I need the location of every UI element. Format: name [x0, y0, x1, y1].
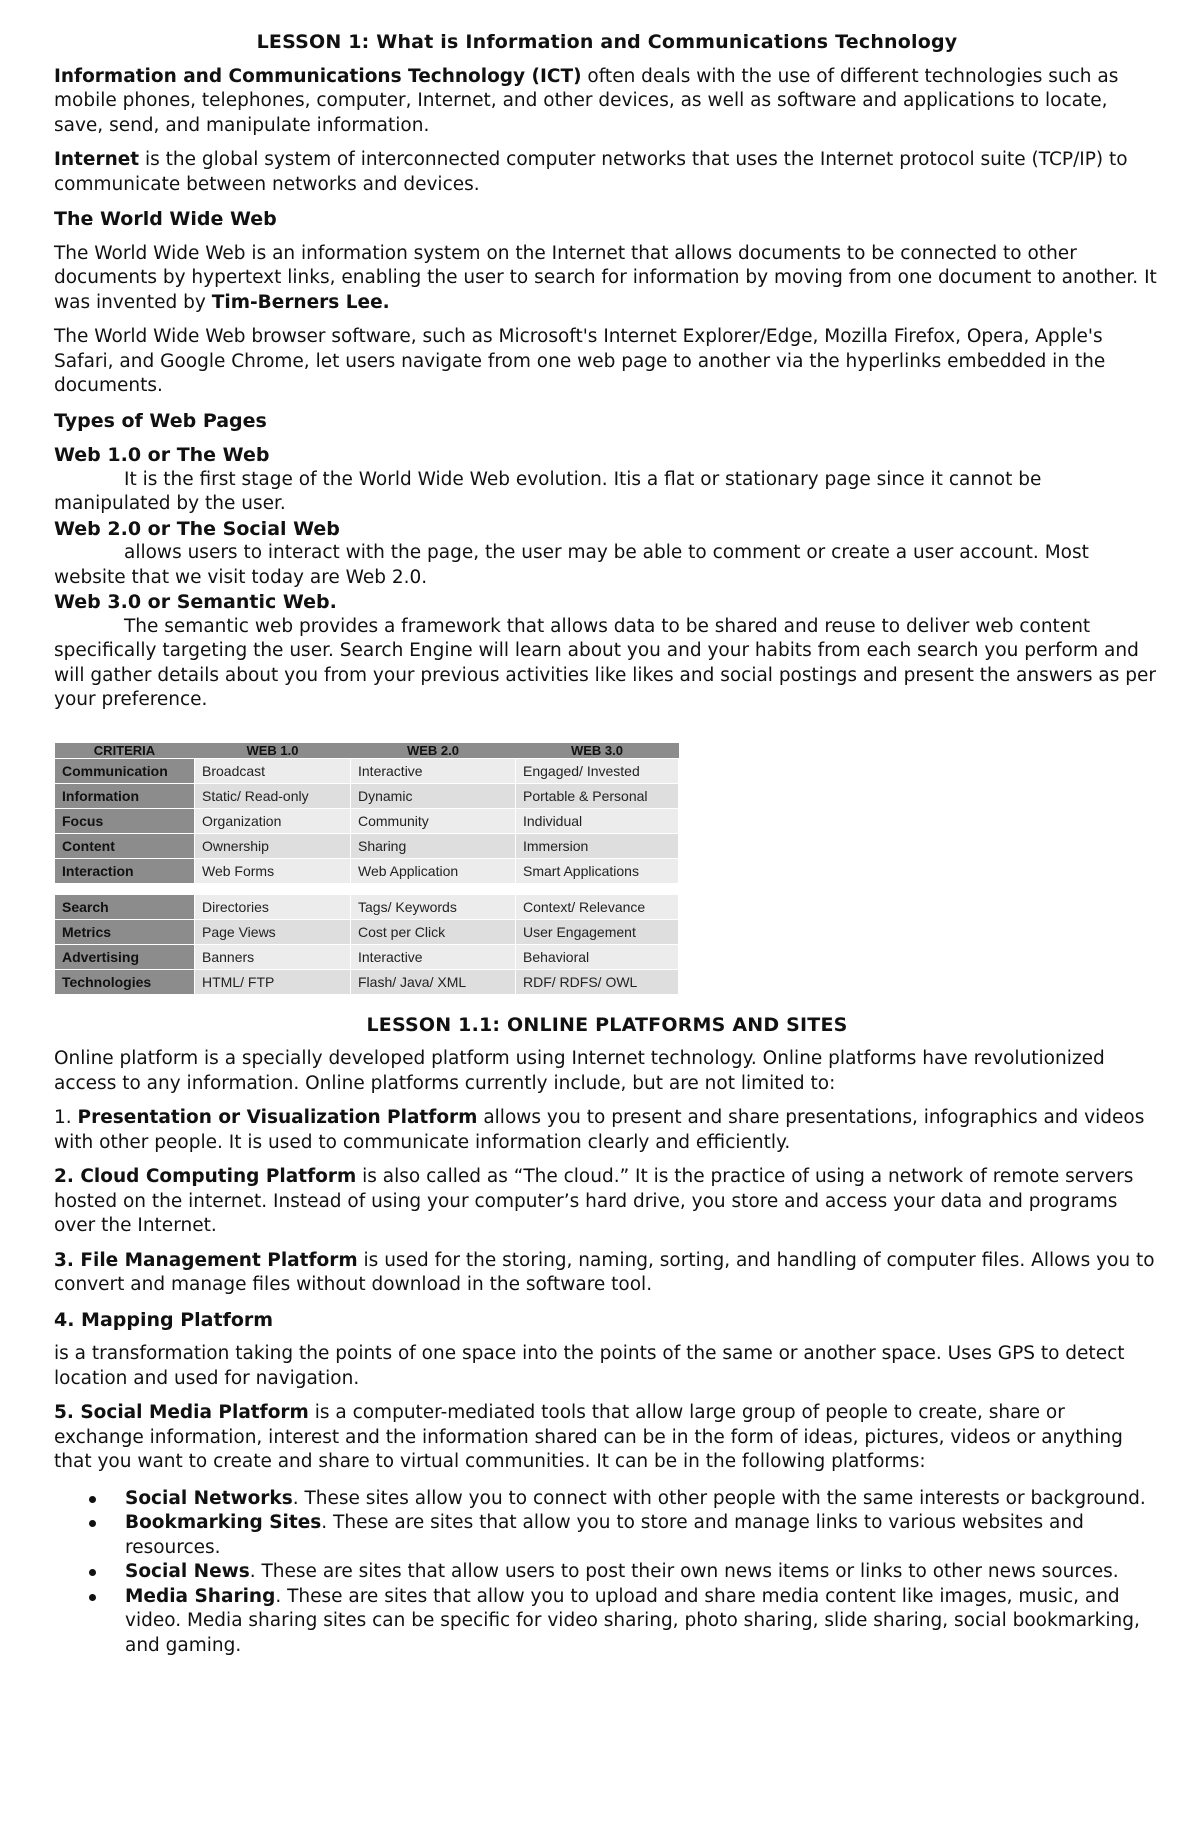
table-row [55, 758, 679, 783]
table-cell: Technologies [55, 969, 195, 994]
internet-term: Internet [54, 149, 140, 170]
list-item-text: . These are sites that allow users to post their own news items or links to other news sources. [249, 1561, 1119, 1582]
table-cell: Smart Applications [516, 858, 679, 883]
table-row [55, 944, 679, 969]
www-heading: The World Wide Web [54, 208, 277, 230]
list-item-text: . These sites allow you to connect with other people with the same interests or background. [292, 1487, 1146, 1509]
platform-4-text: is a transformation taking the points of one space into the points of the same or another space. Uses GPS to detect location and used for navigation. [54, 1343, 1125, 1389]
list-item [125, 1585, 1160, 1659]
list-item [125, 1560, 1160, 1585]
web3-heading: Web 3.0 or Semantic Web. [54, 591, 337, 613]
table-cell: Broadcast [195, 758, 351, 783]
table-row [55, 919, 679, 944]
table-row [55, 833, 679, 858]
table-cell: Information [55, 783, 195, 808]
table-header: CRITERIA [55, 743, 195, 759]
table-row [55, 808, 679, 833]
platform-3 [54, 1249, 1160, 1298]
table-cell: Page Views [195, 919, 351, 944]
platform-1-num: 1. [54, 1107, 78, 1128]
platform-1 [54, 1106, 1160, 1155]
web1-text: It is the first stage of the World Wide Web evolution. Itis a flat or stationary page since it cannot be manipulated by the user. [54, 468, 1042, 514]
table-row [55, 783, 679, 808]
table-cell: Interaction [55, 858, 195, 883]
table-cell: HTML/ FTP [195, 969, 351, 994]
table-cell: Directories [195, 894, 351, 919]
platform-2-term: 2. Cloud Computing Platform [54, 1166, 357, 1187]
table-cell: Banners [195, 944, 351, 969]
platform-3-term: 3. File Management Platform [54, 1249, 358, 1271]
table-gap-row [55, 883, 679, 894]
www-paragraph-2: The World Wide Web browser software, such as Microsoft's Internet Explorer/Edge, Mozilla Firefox, Opera, Apple's Safari, and Google Chrome, let users navigate from one web page to another via the hyperlinks embedded in the documents. [54, 326, 1106, 396]
table-cell: Community [351, 808, 516, 833]
document-page [54, 30, 1160, 1658]
www-p1-text: The World Wide Web is an information system on the Internet that allows documents to be connected to other documents by hypertext links, enabling the user to search for information by moving from one document to another. It was invented by [54, 242, 1157, 313]
internet-text: is the global system of interconnected computer networks that uses the Internet protocol suite (TCP/IP) to communicate between networks and devices. [54, 149, 1128, 195]
list-item-text: . These are sites that allow you to store and manage links to various websites and resources. [125, 1512, 1084, 1558]
platform-5-term: 5. Social Media Platform [54, 1402, 309, 1423]
platform-1-text: allows you to present and share presentations, infographics and videos with other people. It is used to communicate information clearly and efficiently. [54, 1107, 1145, 1153]
web1-heading: Web 1.0 or The Web [54, 444, 270, 466]
www-inventor: Tim-Berners Lee. [211, 291, 390, 313]
table-cell: Search [55, 894, 195, 919]
ict-text: often deals with the use of different technologies such as mobile phones, telephones, computer, Internet, and other devices, as well as software and applications to locate, save, send, and manipulate information. [54, 65, 1119, 136]
web-comparison-table [54, 743, 678, 995]
list-item-text: . These are sites that allow you to upload and share media content like images, music, and video. Media sharing sites can be specific for video sharing, photo sharing, slide sharing, social bookmarking, and gaming. [125, 1585, 1140, 1656]
list-item-term: Media Sharing [125, 1585, 276, 1607]
table-cell: Focus [55, 808, 195, 833]
www-paragraph-1 [54, 242, 1160, 316]
table-cell: Behavioral [516, 944, 679, 969]
table-header: WEB 2.0 [351, 743, 516, 759]
platform-5 [54, 1401, 1160, 1475]
platform-2 [54, 1165, 1160, 1239]
table-cell: Engaged/ Invested [516, 758, 679, 783]
table-cell: Ownership [195, 833, 351, 858]
lesson11-title: LESSON 1.1: ONLINE PLATFORMS AND SITES [366, 1013, 848, 1036]
table-header: WEB 3.0 [516, 743, 679, 759]
platforms-intro: Online platform is a specially developed platform using Internet technology. Online platforms have revolutionized access to any information. Online platforms currently include, but are not limited to: [54, 1048, 1105, 1094]
table-cell: Organization [195, 808, 351, 833]
table-header: WEB 1.0 [195, 743, 351, 759]
list-item-term: Social Networks [125, 1487, 293, 1509]
ict-paragraph [54, 65, 1160, 139]
table-row [55, 969, 679, 994]
list-item [125, 1487, 1160, 1512]
list-item [125, 1511, 1160, 1560]
table-cell: Web Forms [195, 858, 351, 883]
table-cell: Tags/ Keywords [351, 894, 516, 919]
social-media-list [54, 1487, 1160, 1659]
platform-1-term: Presentation or Visualization Platform [77, 1107, 478, 1128]
platform-4-heading: 4. Mapping Platform [54, 1308, 274, 1331]
table-cell: Individual [516, 808, 679, 833]
internet-paragraph [54, 148, 1160, 197]
table-cell: Interactive [351, 944, 516, 969]
table-cell: Interactive [351, 758, 516, 783]
ict-term: Information and Communications Technology (ICT) [54, 65, 582, 87]
lesson1-title: LESSON 1: What is Information and Communications Technology [256, 31, 958, 53]
platform-2-text: is also called as “The cloud.” It is the practice of using a network of remote servers hosted on the internet. Instead of using your computer’s hard drive, you store and access your data and programs over the Internet. [54, 1166, 1134, 1236]
table-cell: Static/ Read-only [195, 783, 351, 808]
table-cell: Flash/ Java/ XML [351, 969, 516, 994]
table-cell: Web Application [351, 858, 516, 883]
types-heading: Types of Web Pages [54, 409, 267, 432]
table-cell: RDF/ RDFS/ OWL [516, 969, 679, 994]
table-header-row [55, 743, 679, 759]
table-cell: Sharing [351, 833, 516, 858]
web2-heading: Web 2.0 or The Social Web [54, 517, 340, 540]
table-cell: Cost per Click [351, 919, 516, 944]
table-cell: Metrics [55, 919, 195, 944]
comparison-table [54, 743, 679, 995]
list-item-term: Bookmarking Sites [125, 1512, 322, 1533]
table-cell: User Engagement [516, 919, 679, 944]
platform-3-text: is used for the storing, naming, sorting, and handling of computer files. Allows you to convert and manage files without download in the software tool. [54, 1249, 1155, 1295]
table-cell: Context/ Relevance [516, 894, 679, 919]
list-item-term: Social News [125, 1561, 250, 1582]
table-cell: Dynamic [351, 783, 516, 808]
table-cell: Communication [55, 758, 195, 783]
table-row [55, 858, 679, 883]
table-cell: Content [55, 833, 195, 858]
table-cell: Advertising [55, 944, 195, 969]
web2-text: allows users to interact with the page, the user may be able to comment or create a user account. Most website that we visit today are Web 2.0. [54, 542, 1089, 588]
table-cell: Portable & Personal [516, 783, 679, 808]
platform-5-text: is a computer-mediated tools that allow large group of people to create, share or exchange information, interest and the information shared can be in the form of ideas, pictures, videos or anything that you want to create and share to virtual communities. It can be in the following platforms: [54, 1402, 1123, 1472]
web3-text: The semantic web provides a framework that allows data to be shared and reuse to deliver web content specifically targeting the user. Search Engine will learn about you and your habits from each search you perform and will gather details about you from your previous activities like likes and social postings and present the answers as per your preference. [54, 615, 1156, 710]
table-cell: Immersion [516, 833, 679, 858]
table-row [55, 894, 679, 919]
